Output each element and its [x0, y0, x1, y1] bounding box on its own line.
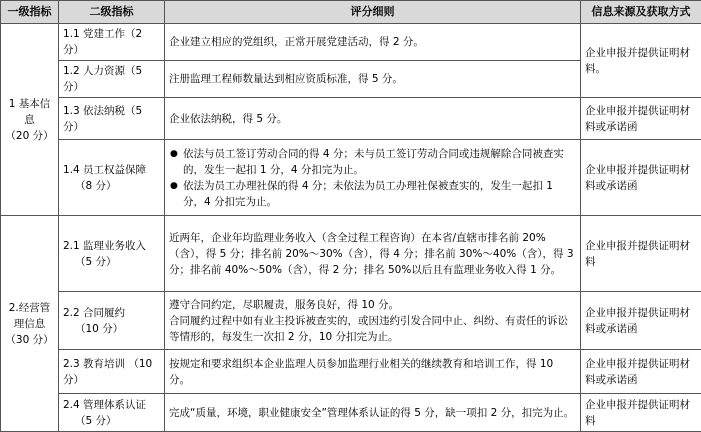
- detail-cell: [165, 292, 581, 350]
- bullet-item: ● 依法与员工签订劳动合同的得 4 分；未与员工签订劳动合同或违规解除合同被查实的，发生一起扣 1 分，4 分扣完为止。: [169, 146, 576, 178]
- level2-text: 1.1 党建工作（2 分）: [63, 26, 160, 58]
- level1-score: （30 分）: [5, 332, 54, 348]
- detail-text: 注册监理工程师数量达到相应资质标准，得 5 分。: [169, 71, 576, 87]
- table-row: [1, 140, 701, 216]
- level2-cell: [59, 98, 165, 140]
- detail-text: 遵守合同约定，尽职履责，服务良好，得 10 分。: [169, 297, 576, 313]
- detail-text: 按规定和要求组织本企业监理人员参加监理行业相关的继续教育和培训工作，得 10 分。: [169, 356, 576, 388]
- level2-cell: [59, 61, 165, 98]
- source-cell: 企业申报并提供证明材料或承诺函: [581, 140, 701, 216]
- level2-text: 2.4 管理体系认证: [63, 397, 160, 413]
- source-cell: 企业申报并提供证明材料: [581, 216, 701, 292]
- detail-cell: [165, 216, 581, 292]
- level1-text: 1 基本信: [5, 96, 54, 112]
- header-level2: 二级指标: [59, 1, 165, 24]
- detail-text: 企业建立相应的党组织，正常开展党建活动，得 2 分。: [169, 34, 576, 50]
- level2-text: 1.2 人力资源（5 分）: [63, 63, 160, 95]
- level2-cell: [59, 394, 165, 432]
- level2-cell: [59, 24, 165, 61]
- bullet-item: ● 依法为员工办理社保的得 4 分；未依法为员工办理社保被查实的，发生一起扣 1 分，4 分扣完为止。: [169, 178, 576, 210]
- detail-text: 企业依法纳税，得 5 分。: [169, 111, 576, 127]
- level2-text: 1.3 依法纳税（5 分）: [63, 103, 160, 135]
- table-row: [1, 216, 701, 292]
- level2-score: （5 分）: [63, 254, 160, 270]
- detail-cell: [165, 24, 581, 61]
- table-row: [1, 98, 701, 140]
- source-cell: 企业申报并提供证明材料或承诺函: [581, 350, 701, 394]
- header-level1: 一级指标: [1, 1, 59, 24]
- detail-cell: [165, 394, 581, 432]
- level1-text: 息: [5, 112, 54, 128]
- header-row: [1, 1, 701, 24]
- level2-text: 2.1 监理业务收入: [63, 238, 160, 254]
- level2-text: 2.2 合同履约: [63, 305, 160, 321]
- detail-cell: [165, 61, 581, 98]
- level1-text: 理信息: [5, 316, 54, 332]
- table-row: [1, 24, 701, 61]
- level1-score: （20 分）: [5, 128, 54, 144]
- table-row: [1, 292, 701, 350]
- source-cell: 企业申报并提供证明材料: [581, 394, 701, 432]
- level2-cell: [59, 350, 165, 394]
- level2-score: （5 分）: [63, 413, 160, 429]
- detail-cell: [165, 140, 581, 216]
- source-cell: 企业申报并提供证明材料或承诺函: [581, 292, 701, 350]
- source-cell: 企业申报并提供证明材料。: [581, 24, 701, 98]
- header-detail: 评分细则: [165, 1, 581, 24]
- detail-text: 完成“质量，环境，职业健康安全”管理体系认证的得 5 分，缺一项扣 2 分，扣完为止。: [169, 405, 576, 421]
- level2-score: （10 分）: [63, 321, 160, 337]
- detail-cell: [165, 98, 581, 140]
- table-row: [1, 350, 701, 394]
- level2-cell: [59, 216, 165, 292]
- source-cell: 企业申报并提供证明材料或承诺函: [581, 98, 701, 140]
- detail-text: 近两年，企业年均监理业务收入（含全过程工程咨询）在本省/直辖市排名前 20%（含），得 5 分；排名前 20%～30%（含），得 4 分；排名前 30%～40%（含），得 3 分；排名前 40%～50%（含），得 2 分；排名 50%以后且有监理业务收入得 1 分。: [169, 230, 576, 278]
- detail-cell: [165, 350, 581, 394]
- table-row: [1, 394, 701, 432]
- level1-text: 2.经营管: [5, 300, 54, 316]
- level2-cell: [59, 140, 165, 216]
- level1-basic-info: [1, 24, 59, 216]
- header-source: 信息来源及获取方式: [581, 1, 701, 24]
- detail-text: 合同履约过程中如有业主投诉被查实的，或因违约引发合同中止、纠纷、有责任的诉讼等情形的，每发生一次扣 2 分，10 分扣完为止。: [169, 313, 576, 345]
- level2-text: 1.4 员工权益保障: [63, 162, 160, 178]
- level2-score: （8 分）: [63, 178, 160, 194]
- level2-cell: [59, 292, 165, 350]
- level2-text: 2.3 教育培训 （10 分）: [63, 356, 160, 388]
- level1-business-management: [1, 216, 59, 432]
